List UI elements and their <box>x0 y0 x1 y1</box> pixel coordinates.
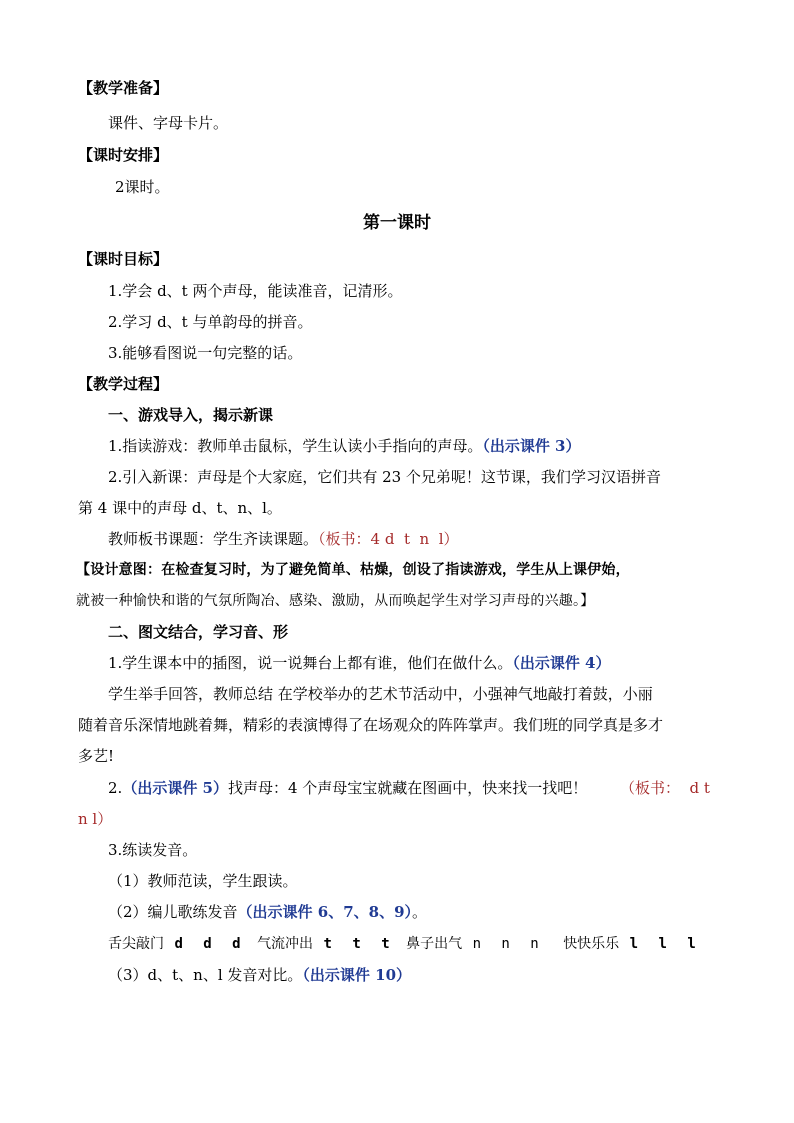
part1-heading: 一、游戏导入，揭示新课 <box>108 406 274 424</box>
part2-p6-text: （2）编儿歌练发音 <box>108 903 238 921</box>
design-intent-line2: 就被一种愉快和谐的气氛所陶冶、感染、激励，从而唤起学生对学习声母的兴趣。】 <box>76 593 595 609</box>
part1-paragraph-3 <box>108 529 459 549</box>
rhyme-words: 舌尖敲门 <box>108 936 164 952</box>
schedule-heading: 【课时安排】 <box>78 146 169 164</box>
goal-item: 2.学习 d、t 与单韵母的拼音。 <box>108 313 313 331</box>
prep-heading: 【教学准备】 <box>78 79 169 97</box>
part2-p6-end: 。 <box>412 903 428 921</box>
part2-p2-line3: 多艺! <box>78 747 115 765</box>
part1-p1-text: 1.指读游戏：教师单击鼠标，学生认读小手指向的声母。 <box>108 437 483 455</box>
rhyme-words: 鼻子出气 <box>406 936 463 952</box>
part2-p2-line2: 随着音乐深情地跳着舞，精彩的表演博得了在场观众的阵阵掌声。我们班的同学真是多才 <box>78 716 664 734</box>
part2-p2-line1: 学生举手回答，教师总结 在学校举办的艺术节活动中，小强神气地敲打着鼓，小丽 <box>108 685 653 703</box>
part2-p3-prefix: 2. <box>108 779 123 797</box>
design-intent-line1: 【设计意图：在检查复习时，为了避免简单、枯燥，创设了指读游戏，学生从上课伊始， <box>76 562 630 578</box>
courseware-cue: （出示课件 3） <box>482 437 581 455</box>
part2-p1-text: 1.学生课本中的插图，说一说舞台上都有谁，他们在做什么。 <box>108 654 513 672</box>
rhyme-letters: l l l <box>629 936 702 952</box>
board-note-line1: （板书： d t <box>620 779 710 797</box>
part2-paragraph-3 <box>108 778 587 798</box>
courseware-cue: （出示课件 10） <box>302 966 412 984</box>
part2-paragraph-7 <box>108 965 411 985</box>
lesson-title: 第一课时 <box>363 213 431 233</box>
part1-p2-line1: 2.引入新课：声母是个大家庭，它们共有 23 个兄弟呢！这节课，我们学习汉语拼音 <box>108 468 661 486</box>
design-intent <box>76 560 630 580</box>
courseware-cue: （出示课件 5） <box>122 779 228 797</box>
process-heading: 【教学过程】 <box>78 375 169 393</box>
part1-p2-line2: 第 4 课中的声母 d、t、n、l。 <box>78 499 282 517</box>
rhyme-letters: n n n <box>472 936 545 952</box>
part2-paragraph-1 <box>108 653 611 673</box>
courseware-cue: （出示课件 4） <box>512 654 611 672</box>
board-note: （板书：4 d t n l） <box>318 530 459 548</box>
rhyme-words: 气流冲出 <box>257 936 314 952</box>
part2-p4: 3.练读发音。 <box>108 841 198 859</box>
rhyme-letters: t t t <box>323 936 396 952</box>
board-note-line2: n l） <box>78 810 113 828</box>
prep-body: 课件、字母卡片。 <box>108 114 229 132</box>
schedule-body: 2课时。 <box>115 178 170 196</box>
design-intent-cont <box>76 591 594 611</box>
part2-heading: 二、图文结合，学习音、形 <box>108 623 289 641</box>
rhyme-letters: d d d <box>174 936 247 952</box>
rhyme-row <box>108 934 702 954</box>
goal-item: 3.能够看图说一句完整的话。 <box>108 344 303 362</box>
courseware-cue: （出示课件 6、7、8、9） <box>237 903 413 921</box>
part2-p5: （1）教师范读，学生跟读。 <box>108 872 298 890</box>
goals-heading: 【课时目标】 <box>78 250 169 268</box>
part1-p3-text: 教师板书课题：学生齐读课题。 <box>108 530 319 548</box>
goal-item: 1.学会 d、t 两个声母，能读准音，记清形。 <box>108 282 403 300</box>
part2-p7-text: （3）d、t、n、l 发音对比。 <box>108 966 303 984</box>
rhyme-words: 快快乐乐 <box>563 936 620 952</box>
part2-paragraph-6 <box>108 902 427 922</box>
part1-paragraph-1 <box>108 436 581 456</box>
part2-p3-text: 找声母：4 个声母宝宝就藏在图画中，快来找一找吧！ <box>227 779 588 797</box>
